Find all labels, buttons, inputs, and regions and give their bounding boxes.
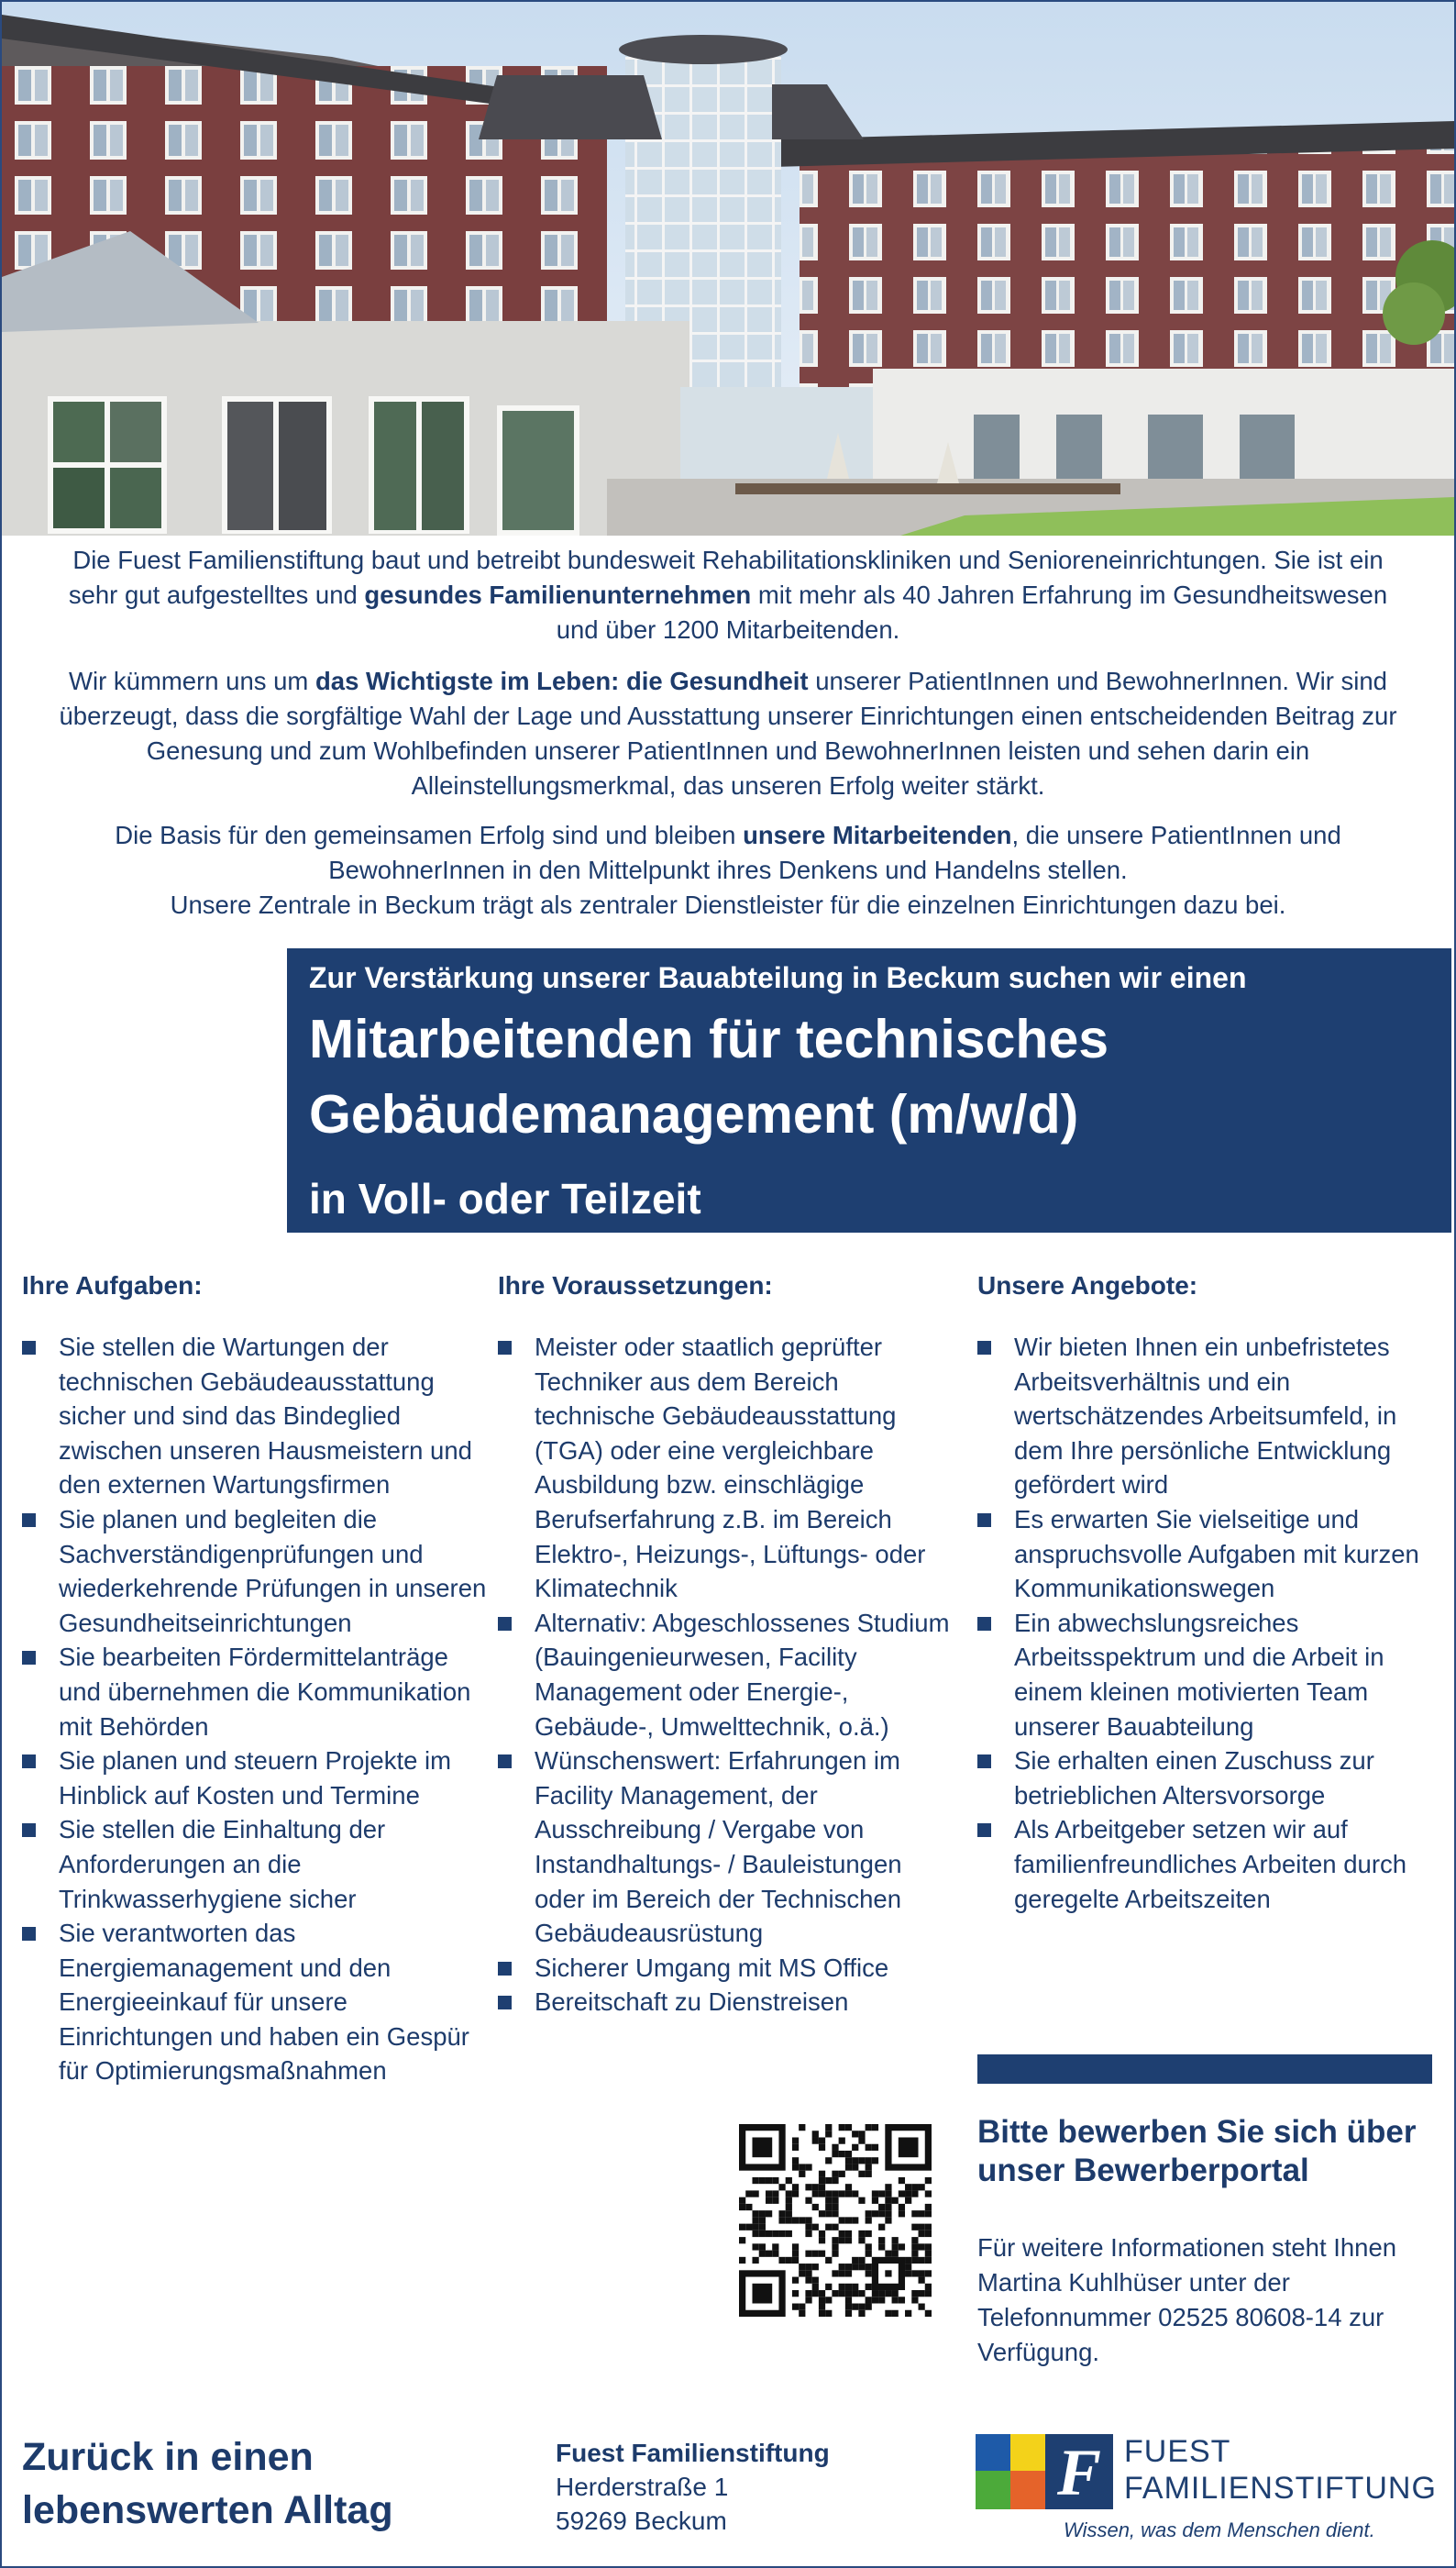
contact-info: Für weitere Informationen steht Ihnen Martina Kuhlhüser unter der Telefonnummer 02525 80608-14 zur Verfügung. (977, 2233, 1397, 2366)
bullet-square-icon (22, 1651, 36, 1665)
intro-highlight: unsere Mitarbeitenden (743, 821, 1012, 849)
tasks-item (22, 1743, 490, 1812)
intro-paragraph-3 (55, 818, 1401, 923)
requirements-column (498, 1269, 956, 2020)
offers-list (977, 1330, 1436, 1916)
offers-item (977, 1502, 1436, 1606)
bullet-square-icon (977, 1617, 991, 1631)
employment-type: in Voll- oder Teilzeit (309, 1175, 701, 1223)
bullet-square-icon (22, 1513, 36, 1527)
organization-name: Fuest Familienstiftung (556, 2439, 830, 2467)
postal-city: 59269 Beckum (556, 2507, 727, 2535)
tasks-item-text: Sie stellen die Wartungen der technischen Gebäudeausstattung sicher und sind das Bindeglied zwischen unseren Hausmeistern und den externen Wartungsfirmen (59, 1333, 472, 1500)
logo-tagline: Wissen, was dem Menschen dient. (1064, 2518, 1375, 2541)
requirements-item-text: Wünschenswert: Erfahrungen im Facility Management, der Ausschreibung / Vergabe von Instandhaltungs- / Bauleistungen oder im Bereich der Technischen Gebäudeausrüstung (535, 1746, 902, 1948)
tasks-column (22, 1269, 490, 2088)
requirements-item (498, 1330, 956, 1606)
offers-item-text: Ein abwechslungsreiches Arbeitsspektrum und die Arbeit in einem kleinen motivierten Team unserer Bauabteilung (1014, 1608, 1384, 1741)
bullet-square-icon (498, 1754, 512, 1768)
intro-text: Die Basis für den gemeinsamen Erfolg sind und bleiben (115, 821, 744, 849)
requirements-item (498, 1606, 956, 1743)
slogan-line-1: Zurück in einen (22, 2435, 314, 2479)
tasks-item (22, 1330, 490, 1502)
intro-highlight: das Wichtigste im Leben: die Gesundheit (314, 667, 809, 695)
offers-item-text: Es erwarten Sie vielseitige und anspruchsvolle Aufgaben mit kurzen Kommunikationswegen (1014, 1504, 1419, 1603)
tasks-item-text: Sie planen und begleiten die Sachverständigenprüfungen und wiederkehrende Prüfungen in unseren Gesundheitseinrichtungen (59, 1504, 487, 1637)
tasks-item (22, 1812, 490, 1916)
bullet-square-icon (977, 1823, 991, 1837)
logo-text-familienstiftung: FAMILIENSTIFTUNG (1124, 2471, 1437, 2506)
logo-mark-icon (976, 2434, 1113, 2509)
offers-item (977, 1743, 1436, 1812)
intro-paragraph-2 (55, 664, 1401, 803)
bullet-square-icon (498, 1962, 512, 1976)
bullet-square-icon (498, 1996, 512, 2009)
bullet-square-icon (22, 1823, 36, 1837)
requirements-item (498, 1985, 956, 2020)
requirements-item-text: Meister oder staatlich geprüfter Techniker aus dem Bereich technische Gebäudeausstattung (TGA) oder eine vergleichbare Ausbildung bzw. einschlägige Berufserfahrung z.B. im Bereich Elektro-, Heizungs-, Lüftungs- oder Klimatechnik (535, 1333, 926, 1603)
requirements-item-text: Alternativ: Abgeschlossenes Studium (Bauingenieurwesen, Facility Management oder Energie-, Gebäude-, Umwelttechnik, o.ä.) (535, 1608, 950, 1741)
tasks-heading: Ihre Aufgaben: (22, 1271, 203, 1300)
address-block (556, 2436, 830, 2538)
tasks-item (22, 1916, 490, 2088)
bullet-square-icon (22, 1927, 36, 1941)
bullet-square-icon (977, 1754, 991, 1768)
bullet-square-icon (498, 1617, 512, 1631)
requirements-item (498, 1743, 956, 1951)
bullet-square-icon (977, 1513, 991, 1527)
intro-highlight: gesundes Familienunternehmen (364, 581, 752, 609)
intro-text: Unsere Zentrale in Beckum trägt als zentraler Dienstleister für die einzelnen Einrichtungen dazu bei. (170, 891, 1286, 919)
apply-heading: Bitte bewerben Sie sich über unser Bewerberportal (977, 2114, 1417, 2188)
requirements-item-text: Bereitschaft zu Dienstreisen (535, 1987, 849, 2017)
job-title-line-1: Mitarbeitenden für technisches (309, 1009, 1109, 1069)
tasks-item (22, 1502, 490, 1640)
intro-text: Die Fuest Familienstiftung baut und betreibt bundesweit Rehabilitationskliniken und Senioreneinrichtungen. Sie ist ein sehr gut aufgestelltes und (68, 546, 1384, 609)
tasks-list (22, 1330, 490, 2088)
slogan (22, 2430, 393, 2537)
offers-item-text: Sie erhalten einen Zuschuss zur betrieblichen Altersvorsorge (1014, 1746, 1374, 1810)
qr-code[interactable] (739, 2124, 932, 2317)
job-title-line-2: Gebäudemanagement (m/w/d) (309, 1084, 1079, 1145)
requirements-item (498, 1951, 956, 1986)
apply-divider-bar (977, 2054, 1432, 2084)
building-photo (2, 2, 1454, 536)
intro-text: mit mehr als 40 Jahren Erfahrung im Gesundheitswesen und über 1200 Mitarbeitenden. (556, 581, 1388, 644)
tasks-item-text: Sie bearbeiten Fördermittelanträge und übernehmen die Kommunikation mit Behörden (59, 1643, 471, 1741)
requirements-item-text: Sicherer Umgang mit MS Office (535, 1953, 889, 1982)
building-illustration (2, 2, 1454, 536)
fuest-logo (976, 2434, 1437, 2544)
street-address: Herderstraße 1 (556, 2473, 729, 2501)
bullet-square-icon (22, 1341, 36, 1355)
job-title-banner (287, 948, 1451, 1233)
logo-text-fuest: FUEST (1124, 2434, 1231, 2469)
bullet-square-icon (977, 1341, 991, 1355)
requirements-heading: Ihre Voraussetzungen: (498, 1271, 773, 1300)
tasks-item-text: Sie planen und steuern Projekte im Hinblick auf Kosten und Termine (59, 1746, 452, 1810)
offers-item (977, 1606, 1436, 1743)
intro-text: unserer PatientInnen und BewohnerInnen. Wir sind überzeugt, dass die sorgfältige Wahl der Lage und Ausstattung unserer Einrichtungen einen entscheidenden Beitrag zur Genesung und zum Wohlbefinden unserer PatientInnen und BewohnerInnen leisten und sehen darin ein Alleinstellungsmerkmal, das unseren Erfolg weiter stärkt. (59, 667, 1397, 800)
offers-item (977, 1330, 1436, 1502)
slogan-line-2: lebenswerten Alltag (22, 2488, 393, 2532)
tasks-item-text: Sie stellen die Einhaltung der Anforderungen an die Trinkwasserhygiene sicher (59, 1815, 386, 1913)
logo-letter: F (1056, 2436, 1102, 2509)
offers-item-text: Wir bieten Ihnen ein unbefristetes Arbeitsverhältnis und ein wertschätzendes Arbeitsumfeld, in dem Ihre persönliche Entwicklung gefördert wird (1014, 1333, 1397, 1500)
offers-item-text: Als Arbeitgeber setzen wir auf familienfreundliches Arbeiten durch geregelte Arbeitszeiten (1014, 1815, 1407, 1913)
requirements-list (498, 1330, 956, 2020)
intro-text: , die unsere PatientInnen und BewohnerInnen in den Mittelpunkt ihres Denkens und Handelns stellen. (328, 821, 1341, 884)
tasks-item-text: Sie verantworten das Energiemanagement und den Energieeinkauf für unsere Einrichtungen und haben ein Gespür für Optimierungsmaßnahmen (59, 1919, 469, 2086)
offers-item (977, 1812, 1436, 1916)
intro-paragraph-1 (55, 543, 1401, 648)
offers-heading: Unsere Angebote: (977, 1271, 1198, 1300)
bullet-square-icon (498, 1341, 512, 1355)
intro-text: Wir kümmern uns um (69, 667, 315, 695)
offers-column (977, 1269, 1436, 1916)
banner-subtitle: Zur Verstärkung unserer Bauabteilung in Beckum suchen wir einen (309, 961, 1247, 994)
bullet-square-icon (22, 1754, 36, 1768)
tasks-item (22, 1640, 490, 1743)
